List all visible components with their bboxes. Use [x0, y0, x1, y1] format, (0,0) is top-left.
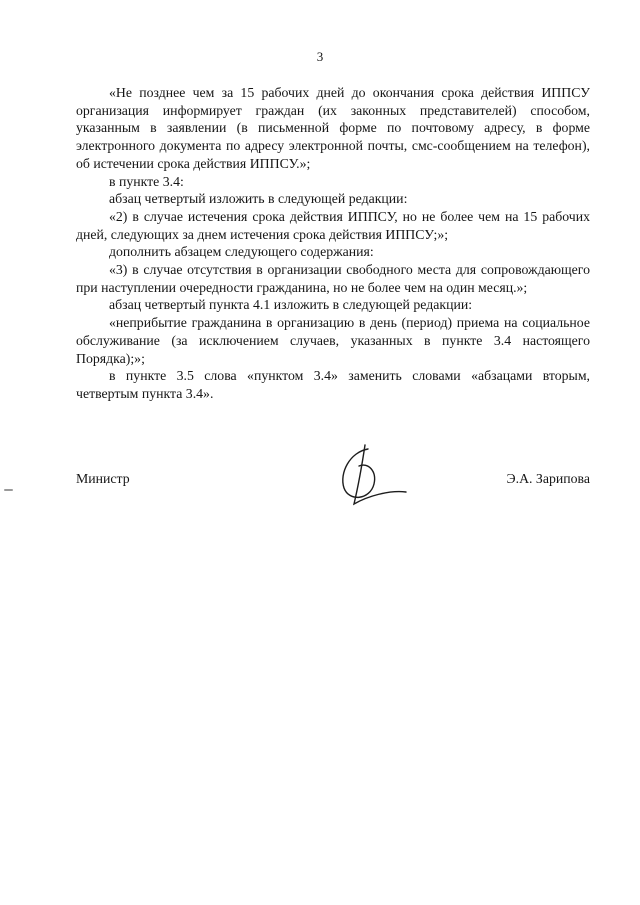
paragraph: абзац четвертый пункта 4.1 изложить в следующей редакции:: [109, 297, 473, 313]
paragraph: в пункте 3.5 слова «пунктом 3.4» заменить словами «абзацами вторым, четвертым пункта 3.4».: [76, 368, 590, 401]
document-body: [76, 84, 590, 403]
paragraph: «3) в случае отсутствия в организации свободного места для сопровождающего при наступлении очередности гражданина, но не более чем на один месяц.»;: [76, 262, 590, 295]
paragraph: в пункте 3.4:: [109, 173, 184, 189]
signer-name: Э.А. Зарипова: [506, 471, 590, 486]
paragraph: абзац четвертый изложить в следующей редакции:: [109, 191, 408, 207]
paragraph: дополнить абзацем следующего содержания:: [109, 244, 374, 260]
paragraph: «Не позднее чем за 15 рабочих дней до окончания срока действия ИППСУ организация информирует граждан (их законных представителей) способом, указанным в заявлении (в письменной форме по почтовому адресу, в форме электронного документа по адресу электронной почты, смс-сообщением на телефон), об истечении срока действия ИППСУ.»;: [76, 85, 590, 171]
handwritten-signature-icon: [316, 443, 408, 514]
paragraph: «неприбытие гражданина в организацию в день (период) приема на социальное обслуживание (за исключением случаев, указанных в пункте 3.4 настоящего Порядка);»;: [76, 315, 590, 366]
paragraph: «2) в случае истечения срока действия ИППСУ, но не более чем на 15 рабочих дней, следующих за днем истечения срока действия ИППСУ;»;: [76, 208, 590, 242]
signer-title: Министр: [76, 471, 130, 486]
page-number: 3: [316, 49, 324, 64]
scan-artifact: [4, 489, 13, 491]
